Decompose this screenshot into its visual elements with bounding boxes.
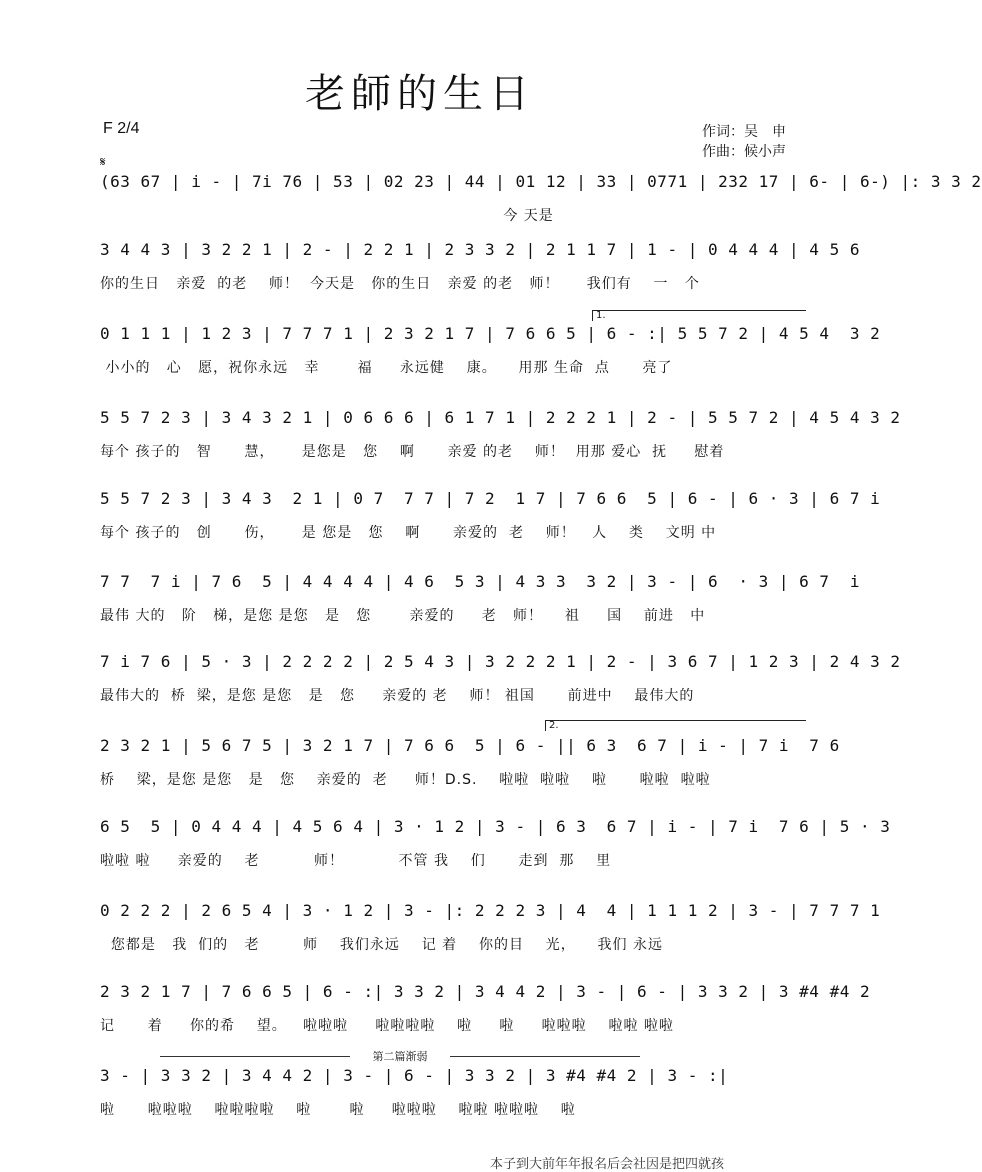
- notation-row: (63 67 | i - | 7i 76 | 53 | 02 23 | 44 | 01 12 | 33 | 0771 | 232 17 | 6- | 6-) |: 3 3 2: [100, 172, 982, 191]
- diminuendo-marking: [160, 1051, 640, 1063]
- lyrics-row: 您都是 我 们的 老 师 我们永远 记 着 你的目 光， 我们 永远: [100, 937, 664, 953]
- score-line-11: [100, 980, 871, 1036]
- lyrics-row: 今 天是: [100, 208, 554, 224]
- lyricist-credit: 作词：吴 申: [702, 124, 786, 140]
- volta-2-bracket: 2.: [545, 720, 806, 731]
- notation-row: 3 4 4 3 | 3 2 2 1 | 2 - | 2 2 1 | 2 3 3 2 | 2 1 1 7 | 1 - | 0 4 4 4 | 4 5 6: [100, 240, 860, 259]
- score-line-4: [100, 406, 901, 462]
- diminuendo-line: [450, 1056, 640, 1057]
- diminuendo-text: 第二篇渐弱: [369, 1050, 432, 1063]
- score-line-8: [100, 734, 840, 790]
- notation-row: 0 2 2 2 | 2 6 5 4 | 3 · 1 2 | 3 - |: 2 2 2 3 | 4 4 | 1 1 1 2 | 3 - | 7 7 7 1: [100, 901, 881, 920]
- score-line-7: [100, 650, 901, 706]
- notation-row: 7 7 7 i | 7 6 5 | 4 4 4 4 | 4 6 5 3 | 4 3 3 3 2 | 3 - | 6 · 3 | 6 7 i: [100, 572, 860, 591]
- volta-1-bracket: 1.: [592, 310, 806, 321]
- segno-icon: 𝄋: [100, 155, 106, 170]
- notation-row: 5 5 7 2 3 | 3 4 3 2 1 | 0 7 7 7 | 7 2 1 7 | 7 6 6 5 | 6 - | 6 · 3 | 6 7 i: [100, 489, 881, 508]
- lyrics-row: 小小的 心 愿，祝你永远 幸 福 永远健 康。 用那 生命 点 亮了: [100, 360, 673, 376]
- diminuendo-line: [160, 1056, 350, 1057]
- lyrics-row: 桥 梁，是您 是您 是 您 亲爱的 老 师！D.S. 啦啦 啦啦 啦 啦啦 啦啦: [100, 772, 711, 788]
- score-line-2: [100, 238, 860, 294]
- lyrics-row: 每个 孩子的 智 慧， 是您是 您 啊 亲爱 的老 师！ 用那 爱心 抚 慰着: [100, 444, 725, 460]
- lyrics-row: 最伟大的 桥 梁，是您 是您 是 您 亲爱的 老 师！ 祖国 前进中 最伟大的: [100, 688, 695, 704]
- score-line-3: [100, 322, 881, 378]
- notation-row: 7 i 7 6 | 5 · 3 | 2 2 2 2 | 2 5 4 3 | 3 2 2 2 1 | 2 - | 3 6 7 | 1 2 3 | 2 4 3 2: [100, 652, 901, 671]
- lyrics-row: 每个 孩子的 创 伤， 是 您是 您 啊 亲爱的 老 师！ 人 类 文明 中: [100, 525, 717, 541]
- score-line-5: [100, 487, 881, 543]
- lyrics-row: 啦 啦啦啦 啦啦啦啦 啦 啦 啦啦啦 啦啦 啦啦啦 啦: [100, 1102, 576, 1118]
- lyrics-row: 啦啦 啦 亲爱的 老 师！ 不管 我 们 走到 那 里: [100, 853, 612, 869]
- score-line-6: [100, 570, 860, 626]
- footer-watermark-text: 本子到大前年年报名后会社因是把四就孩: [490, 1157, 725, 1172]
- lyrics-row: 记 着 你的希 望。 啦啦啦 啦啦啦啦 啦 啦 啦啦啦 啦啦 啦啦: [100, 1018, 674, 1034]
- lyrics-row: 最伟 大的 阶 梯，是您 是您 是 您 亲爱的 老 师！ 祖 国 前进 中: [100, 608, 706, 624]
- notation-row: 5 5 7 2 3 | 3 4 3 2 1 | 0 6 6 6 | 6 1 7 1 | 2 2 2 1 | 2 - | 5 5 7 2 | 4 5 4 3 2: [100, 408, 901, 427]
- lyrics-row: 你的生日 亲爱 的老 师！ 今天是 你的生日 亲爱 的老 师！ 我们有 一 个: [100, 276, 700, 292]
- notation-row: 3 - | 3 3 2 | 3 4 4 2 | 3 - | 6 - | 3 3 2 | 3 #4 #4 2 | 3 - :|: [100, 1066, 729, 1085]
- notation-row: 2 3 2 1 7 | 7 6 6 5 | 6 - :| 3 3 2 | 3 4 4 2 | 3 - | 6 - | 3 3 2 | 3 #4 #4 2: [100, 982, 871, 1001]
- notation-row: 2 3 2 1 | 5 6 7 5 | 3 2 1 7 | 7 6 6 5 | 6 - || 6 3 6 7 | i - | 7 i 7 6: [100, 736, 840, 755]
- credits: [702, 122, 786, 162]
- page-title: 老師的生日: [305, 71, 535, 117]
- score-line-1: [100, 170, 982, 226]
- score-line-9: [100, 815, 891, 871]
- composer-credit: 作曲：候小声: [702, 144, 786, 160]
- score-line-10: [100, 899, 881, 955]
- notation-row: 6 5 5 | 0 4 4 4 | 4 5 6 4 | 3 · 1 2 | 3 - | 6 3 6 7 | i - | 7 i 7 6 | 5 · 3: [100, 817, 891, 836]
- notation-row: 0 1 1 1 | 1 2 3 | 7 7 7 1 | 2 3 2 1 7 | 7 6 6 5 | 6 - :| 5 5 7 2 | 4 5 4 3 2: [100, 324, 881, 343]
- score-line-12: [100, 1064, 792, 1120]
- key-signature: F 2/4: [103, 120, 140, 137]
